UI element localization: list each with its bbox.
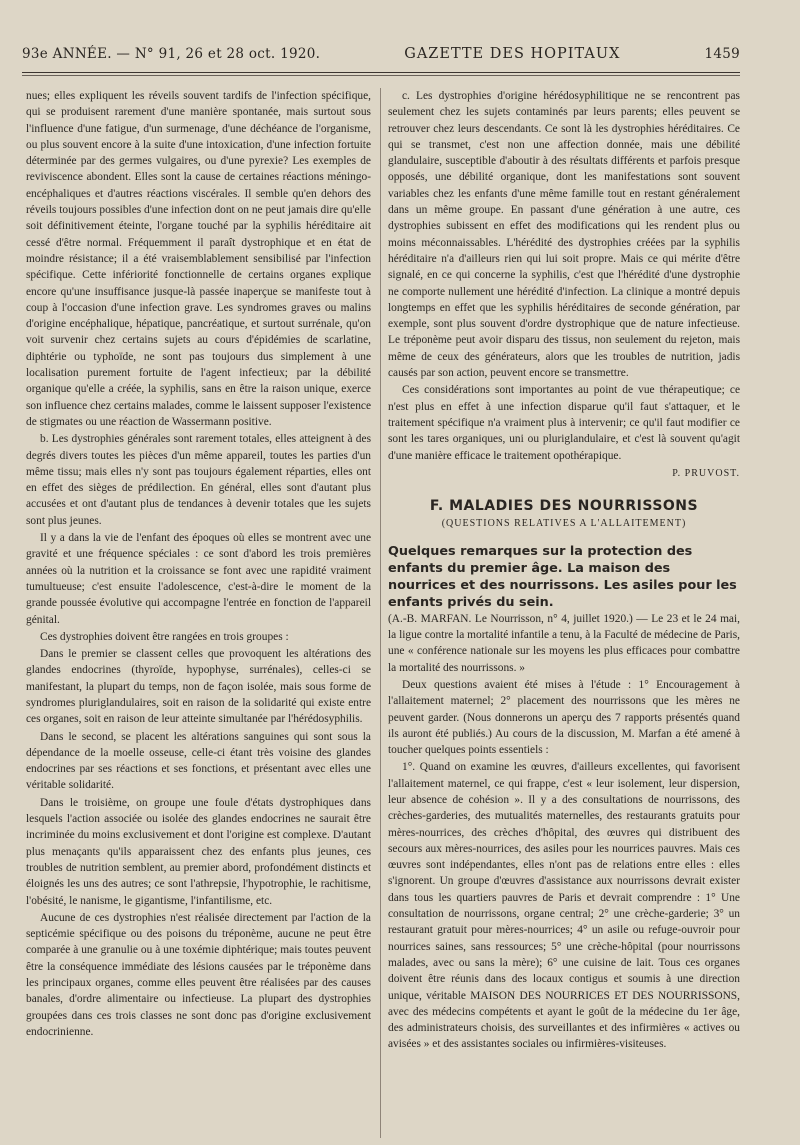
paragraph: Deux questions avaient été mises à l'étude : 1° Encouragement à l'allaitement maternel; 2° placement des nourrissons que les mères ne peuvent garder. (Nous donnerons un aperçu des 7 rapports présentés quand ils auront été publiés.) Au cours de la discussion, M. Marfan a été amené à toucher quelques points essentiels :: [388, 678, 740, 757]
left-column: [26, 88, 371, 1138]
paragraph: Dans le premier se classent celles que provoquent les altérations des glandes endocrines (thyroïde, hypophyse, surrénales), celles-ci se manifestant, la plupart du temps, non de façon isolée, mais sous forme de syndromes pluriglandulaires, soit en raison de la solidarité qui existe entre ces organes, soit en raison de leur atteinte simultanée par l'hérédosyphilis.: [26, 648, 371, 726]
article-citation: (A.-B. MARFAN. Le Nourrisson, n° 4, juillet 1920.) — Le 23 et le 24 mai, la ligue contre la mortalité infantile a tenu, à la Faculté de médecine de Paris, une « conférence nationale sur les moyens les plus efficaces pour combattre la mortalité des nourrissons. »: [388, 612, 740, 674]
header-rule-secondary: [22, 75, 740, 76]
paragraph: Dans le second, se placent les altérations sanguines qui sont sous la dépendance de la moelle osseuse, celle-ci étant très voisine des glandes endocrines par ses réactions et ses fonctions, et présentant avec elles une véritable solidarité.: [26, 730, 371, 792]
right-column: [388, 88, 740, 1138]
paragraph: Ces dystrophies doivent être rangées en trois groupes :: [40, 630, 289, 643]
header-rule: [22, 72, 740, 73]
section-subtitle: (QUESTIONS RELATIVES A L'ALLAITEMENT): [441, 518, 687, 530]
paragraph: Il y a dans la vie de l'enfant des époques où elles se montrent avec une gravité et une fréquence spéciales : ce sont d'abord les trois premières années où la nutrition et la croissance se font avec une rapidité vraiment tumultueuse; c'est ensuite l'adolescence, c'est-à-dire le moment de la grande poussée évolutive qui accompagne l'entrée en fonction de l'appareil génital.: [26, 532, 371, 626]
journal-title: GAZETTE DES HOPITAUX: [404, 46, 621, 62]
author-signature: P. PRUVOST.: [672, 467, 740, 479]
issue-info: 93e ANNÉE. — N° 91, 26 et 28 oct. 1920.: [22, 46, 321, 62]
paragraph: 1°. Quand on examine les œuvres, d'ailleurs excellentes, qui favorisent l'allaitement maternel, ce qui frappe, c'est « leur isolement, leur dispersion, leur absence de cohésion ». Il y a des consultations de nourrissons, des crèches-garderies, des mutualités maternelles, des restaurants gratuits pour mères-nourrices, des crèches d'hôpital, des œuvres qui distribuent des secours aux mères-nourrices, des asiles pour les nourrices pauvres. Mais ces œuvres sont indépendantes, elles n'ont pas de relations entre elles : elles s'ignorent. Un groupe d'œuvres d'assistance aux nourrissons devrait exister dans tous les quartiers pauvres de Paris et devrait comprendre : 1° Une consultation de nourrissons, organe central; 2° une crèche-garderie; 3° un restaurant gratuit pour mères-nourrices; 4° un asile ou refuge-ouvroir pour nourrices saines, sans ressources; 5° une crèche-hôpital (pour nourrissons malades, avec ou sans la mère); 6° une cuisine de lait. Tous ces organes doivent être réunis dans des locaux contigus et soumis à une direction unique, véritable MAISON DES NOURRICES ET DES NOURRISSONS, avec des médecins compétents et ayant le goût de la médecine du 1er âge, des administrateurs choisis, des surveillantes et des infirmières « actives ou avisées » et des assistantes sociales ou infirmières-visiteuses.: [388, 761, 740, 1051]
page-number: 1459: [704, 46, 740, 62]
paragraph: b. Les dystrophies générales sont rarement totales, elles atteignent à des degrés divers toutes les pièces d'un même appareil, toutes les parties d'un même tissu; mais elles n'y sont pas toujours également réparties, elles ont en effet des sièges de prédilection. En général, elles sont d'autant plus accusées et ont d'autant plus de tendances à devenir totales que les sujets sont plus jeunes.: [26, 433, 371, 527]
page-header: [22, 46, 740, 68]
column-divider: [380, 88, 381, 1138]
section-title: F. MALADIES DES NOURRISSONS: [429, 498, 699, 515]
paragraph: c. Les dystrophies d'origine hérédosyphilitique ne se rencontrent pas seulement chez les sujets contaminés par leurs parents; elles peuvent se retrouver chez leurs descendants. Ce sont là les dystrophies héréditaires. Ce qui se transmet, c'est non une affection donnée, mais une débilité glandulaire, susceptible d'aboutir à des résultats différents et parfois presque opposés, une débilité organique, dont les manifestations sont souvent variables chez les enfants d'une même famille tout en restant généralement dans un même groupe. En passant d'une génération à une autre, ces dystrophies subissent en effet des modifications qui les rendent plus ou moins méconnaissables. L'hérédité des dystrophies créées par la syphilis héréditaire n'a d'ailleurs rien qui lui soit propre. Mais ce qui mérite d'être signalé, en ce qui concerne la syphilis, c'est que l'hérédité d'une dystrophie ne comporte nullement une hérédité d'infection. La clinique a montré depuis longtemps en effet que les syphilis héréditaires de seconde génération, par exemple, sont plus souvent d'ordre dystrophique que de nature infectieuse. Le tréponème peut avoir disparu des tissus, non seulement du rejeton, mais même de ceux des générateurs, alors que les troubles de nutrition, jadis causés par son action, peuvent encore se transmettre.: [388, 90, 740, 380]
paragraph: Ces considérations sont importantes au point de vue thérapeutique; ce n'est plus en effet à une infection disparue qu'il faut s'attaquer, et le traitement spécifique n'a vraiment plus à intervenir; ce qu'il faut modifier ce sont les tares organiques, uni ou pluriglandulaire, et c'est là souvent qu'agit d'une manière efficace le traitement opothérapique.: [388, 384, 740, 462]
article-heading: Quelques remarques sur la protection des enfants du premier âge. La maison des nourrices et des nourrissons. Les asiles pour les enfants privés du sein.: [388, 543, 737, 610]
paragraph: Dans le troisième, on groupe une foule d'états dystrophiques dans lesquels l'action associée ou isolée des glandes endocrines ne saurait être incriminée du moins exclusivement et dont l'origine est complexe. D'autant plus menaçants qu'ils apparaissent chez des enfants plus jeunes, ces troubles de nutrition semblent, au premier abord, profondément distincts et éloignés les uns des autres; ce sont l'athrepsie, l'hypotrophie, le rachitisme, l'obésité, le nanisme, le gigantisme, l'infantilisme, etc.: [26, 796, 371, 907]
paragraph: Aucune de ces dystrophies n'est réalisée directement par l'action de la septicémie spécifique ou des poisons du tréponème, aucune ne peut être comparée à une granulie ou à une toxémie diphtérique; mais toutes peuvent être la conséquence immédiate des lésions causées par le tréponème dans les principaux organes, comme elles peuvent être réalisées par des causes banales, d'ordre alimentaire ou infectieuse. La plupart des dystrophies groupées dans ces trois classes ne sont donc pas d'origine exclusivement endocrinienne.: [26, 911, 371, 1038]
paragraph: nues; elles expliquent les réveils souvent tardifs de l'infection spécifique, qui se produisent rarement d'une manière spontanée, mais surtout sous l'influence d'une fatigue, d'un surmenage, d'une déchéance de l'organisme, ou plus souvent encore à la suite d'une intoxication, d'une infection fortuite déterminée par des germes vulgaires, ou d'une pyrexie? Les exemples de reviviscence abondent. Elles sont la cause de certaines réactions méningo-encéphaliques et d'autres réactions viscérales. Il semble qu'en dehors des réveils toujours possibles d'une infection dont on ne peut jamais dire qu'elle soit définitivement éteinte, l'organe touché par la syphilis héréditaire ait cessé d'être normal. Fréquemment il paraît dystrophique et en état de moindre résistance; il a été vraisemblablement sensibilisé par l'infection spécifique. Cette infériorité fonctionnelle de certains organes explique encore qu'une insuffisance jusque-là passée inaperçue se manifeste tout à coup à l'occasion d'une infection grave. Les syndromes graves ou malins d'origine encéphalique, hépatique, pancréatique, et surtout surrénale, qu'on voit survenir chez certains sujets au cours d'épidémies de scarlatine, diphtérie ou typhoïde, ne sont pas toujours dus simplement à une localisation purement fortuite de l'agent infectieux; par la débilité organique qu'elle a créée, la syphilis, sans en être la raison unique, exerce son influence chez certains malades, comme le laissent supposer l'existence de stigmates ou une réaction de Wassermann positive.: [26, 90, 371, 428]
